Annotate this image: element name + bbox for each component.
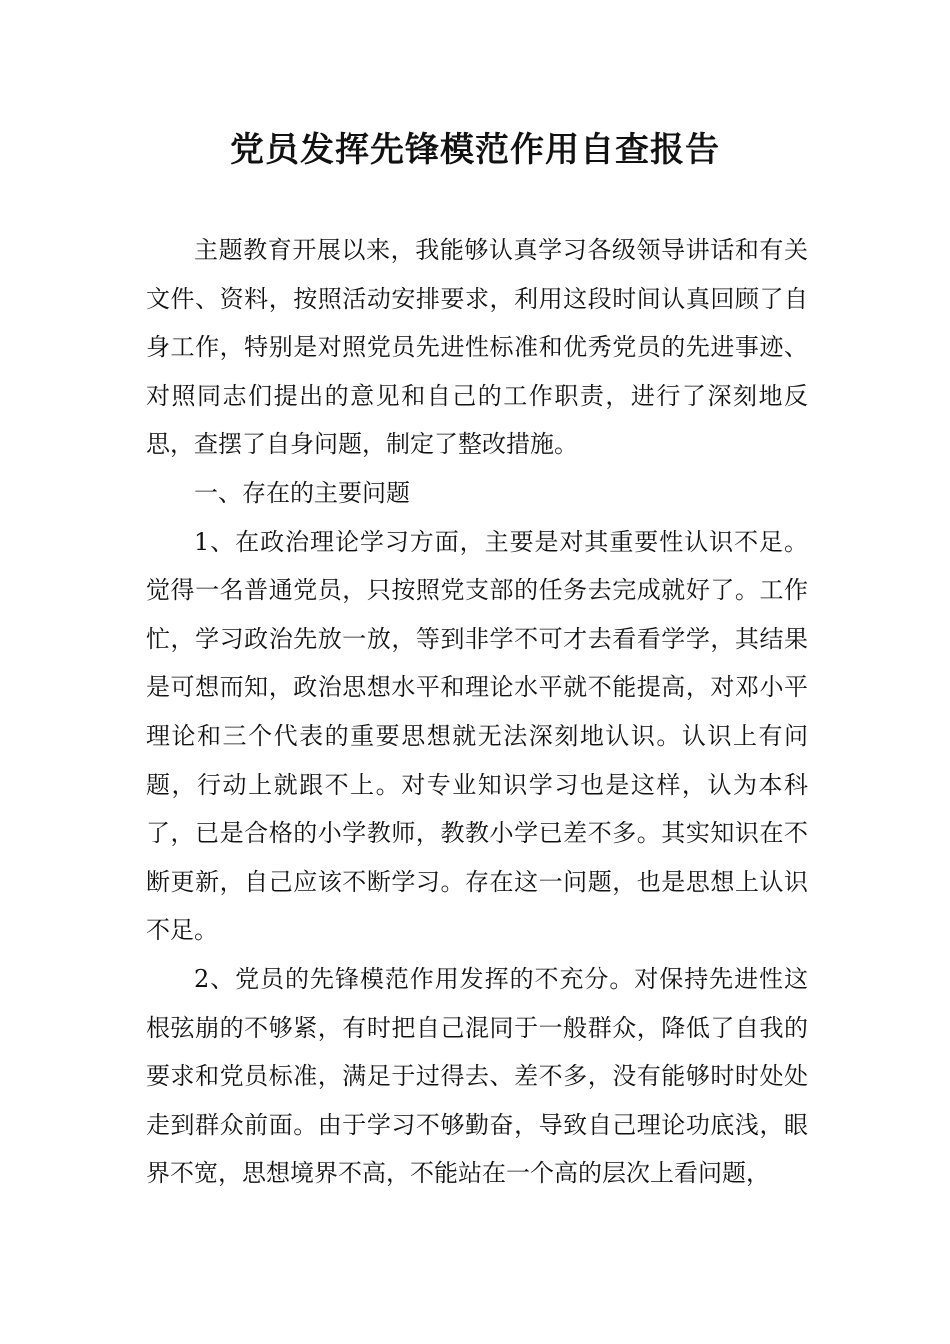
issue-paragraph-1: 1、在政治理论学习方面，主要是对其重要性认识不足。觉得一名普通党员，只按照党支部的任务去完成就好了。工作忙，学习政治先放一放，等到非学不可才去看看学学，其结果是可想而知，政治思想水平和理论水平就不能提高，对邓小平理论和三个代表的重要思想就无法深刻地认识。认识上有问题，行动上就跟不上。对专业知识学习也是这样，认为本科了，已是合格的小学教师，教教小学已差不多。其实知识在不断更新，自己应该不断学习。存在这一问题，也是思想上认识不足。 [146,527,808,945]
issue-paragraph-2: 2、党员的先锋模范作用发挥的不充分。对保持先进性这根弦崩的不够紧，有时把自己混同于一般群众，降低了自我的要求和党员标准，满足于过得去、差不多，没有能够时时处处走到群众前面。由于学习不够勤奋，导致自己理论功底浅，眼界不宽，思想境界不高，不能站在一个高的层次上看问题， [146,964,808,1188]
document-body [146,226,808,1198]
section-heading: 一、存在的主要问题 [194,478,410,507]
document-title: 党员发挥先锋模范作用自查报告 [230,130,720,170]
intro-paragraph: 主题教育开展以来，我能够认真学习各级领导讲话和有关文件、资料，按照活动安排要求，利用这段时间认真回顾了自身工作，特别是对照党员先进性标准和优秀党员的先进事迹、对照同志们提出的意见和自己的工作职责，进行了深刻地反思，查摆了自身问题，制定了整改措施。 [146,236,808,459]
